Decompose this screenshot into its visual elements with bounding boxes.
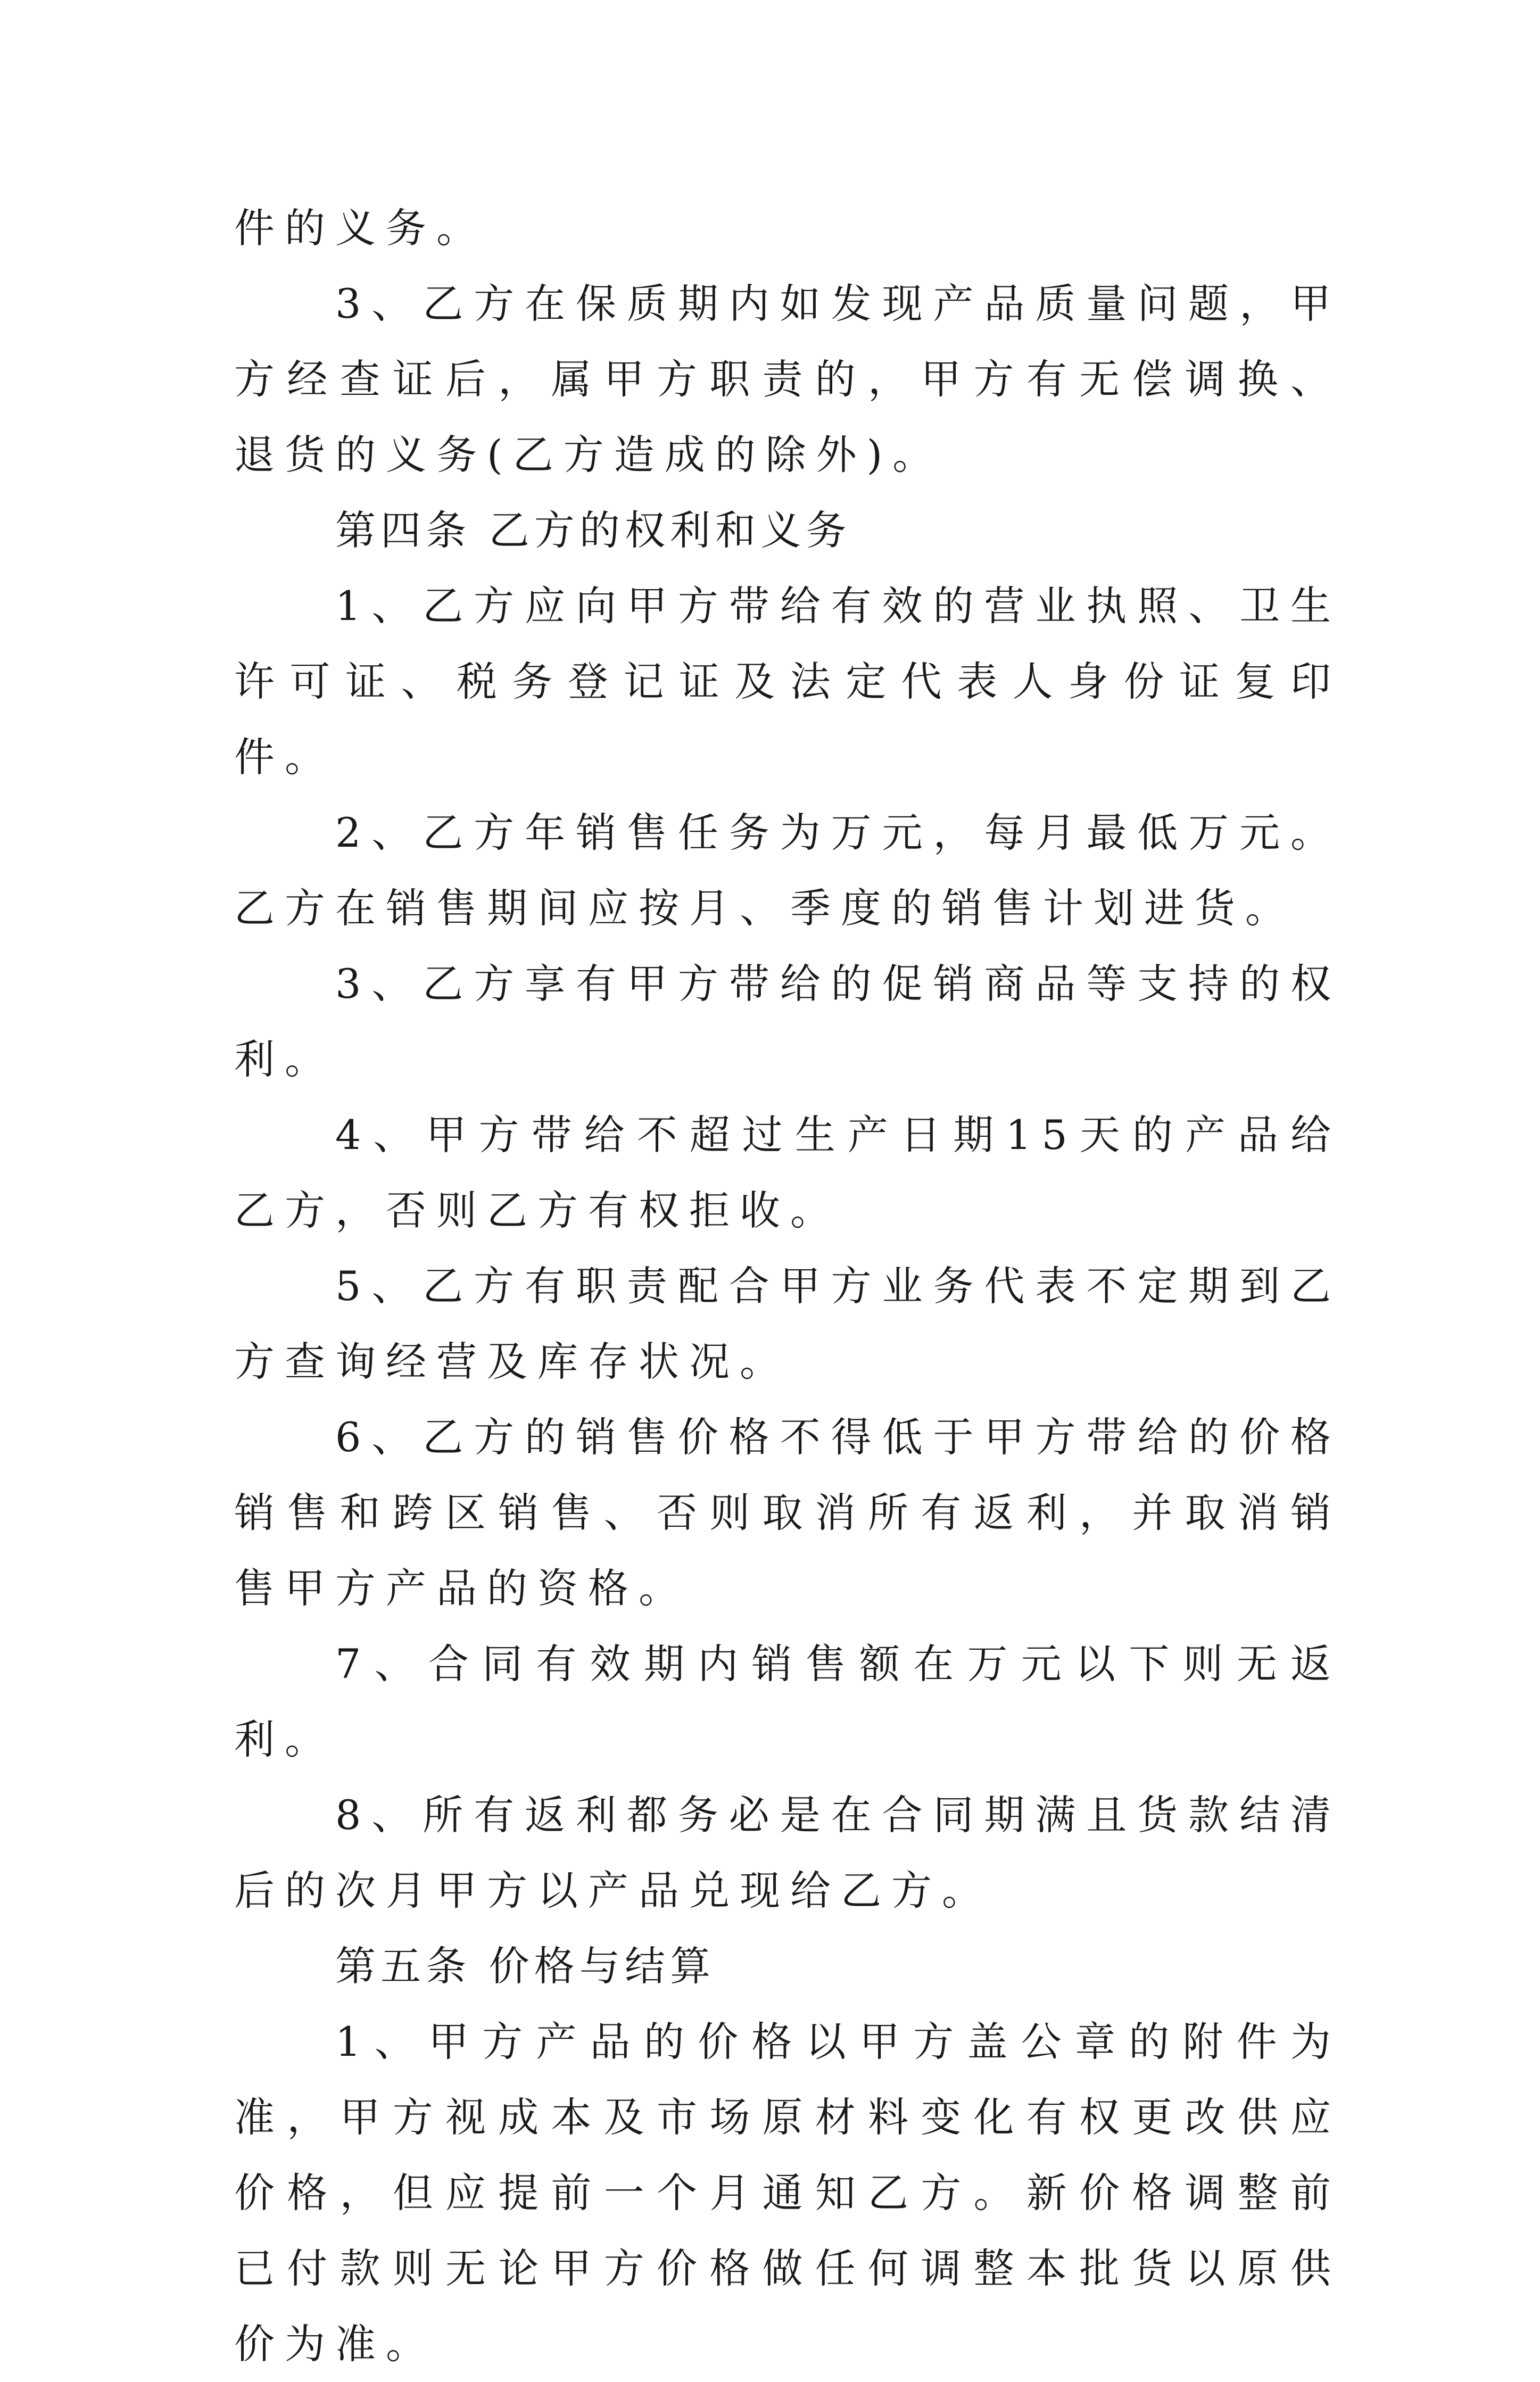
paragraph-clause-2-sales-target: 2、乙方年销售任务为万元，每月最低万元。乙方在销售期间应按月、季度的销售计划进货。 (234, 809, 1341, 932)
paragraph-clause-1-price-basis: 1、甲方产品的价格以甲方盖公章的附件为准，甲方视成本及市场原材料变化有权更改供应价格，但应提前一个月通知乙方。新价格调整前已付款则无论甲方价格做任何调整本批货以原供价为准。 (234, 2018, 1341, 2368)
paragraph-clause-1-licenses: 1、乙方应向甲方带给有效的营业执照、卫生许可证、税务登记证及法定代表人身份证复印件。 (234, 582, 1341, 781)
paragraph-clause-3-quality: 3、乙方在保质期内如发现产品质量问题，甲方经查证后，属甲方职责的，甲方有无偿调换、退货的义务(乙方造成的除外)。 (234, 280, 1341, 478)
paragraph-clause-6-pricing: 6、乙方的销售价格不得低于甲方带给的价格销售和跨区销售、否则取消所有返利，并取消销售甲方产品的资格。 (234, 1413, 1341, 1612)
article-5-heading: 第五条 价格与结算 (335, 1942, 716, 1990)
paragraph-clause-3-promotion: 3、乙方享有甲方带给的促销商品等支持的权利。 (234, 960, 1341, 1083)
paragraph-clause-8-rebate-payment: 8、所有返利都务必是在合同期满且货款结清后的次月甲方以产品兑现给乙方。 (234, 1791, 1341, 1914)
document-body (234, 191, 1341, 2382)
paragraph-clause-5-inspection: 5、乙方有职责配合甲方业务代表不定期到乙方查询经营及库存状况。 (234, 1262, 1341, 1385)
paragraph-continuation: 件的义务。 (234, 204, 487, 252)
article-4-heading: 第四条 乙方的权利和义务 (335, 507, 851, 554)
paragraph-clause-4-freshness: 4、甲方带给不超过生产日期15天的产品给乙方，否则乙方有权拒收。 (234, 1111, 1341, 1234)
paragraph-clause-7-rebate-threshold: 7、合同有效期内销售额在万元以下则无返利。 (234, 1640, 1341, 1763)
